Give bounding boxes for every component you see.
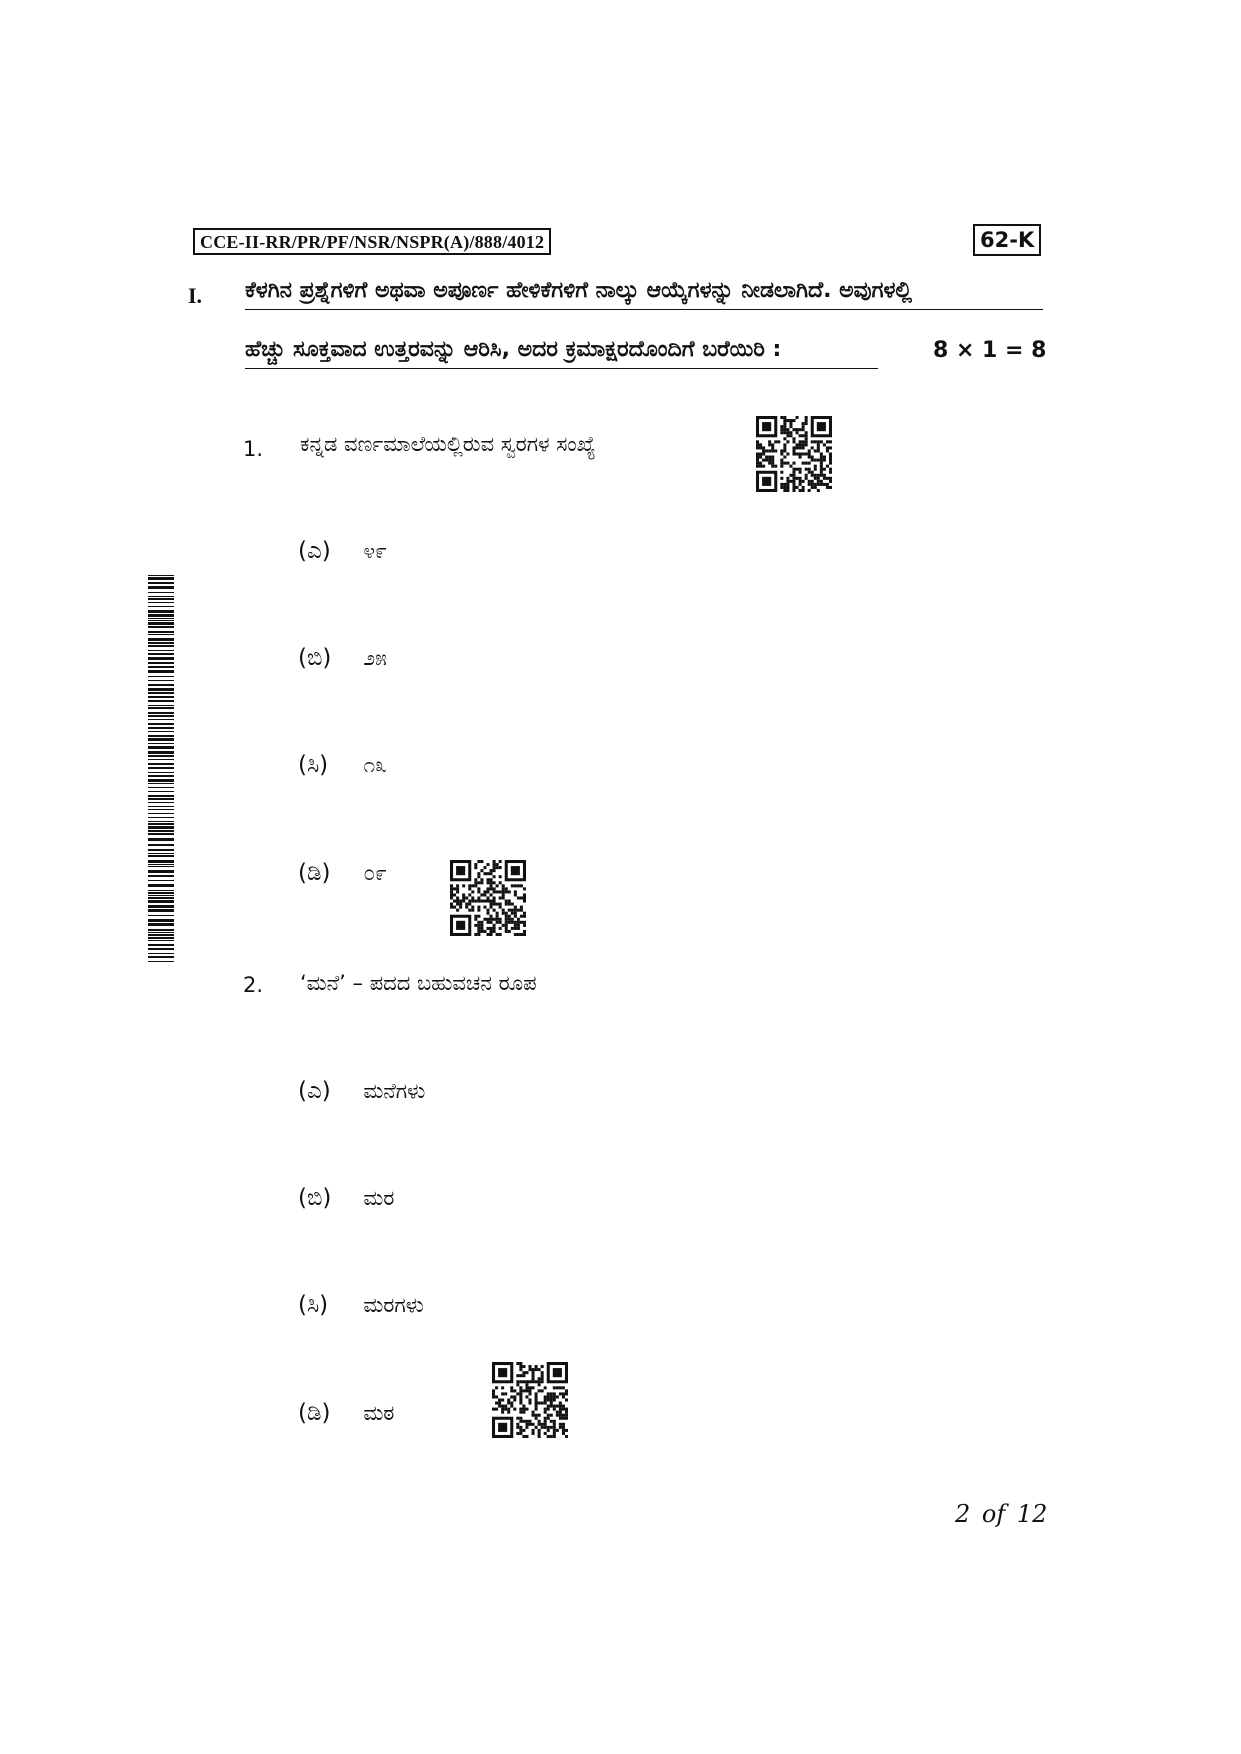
exam-code: CCE-II-RR/PR/PF/NSR/NSPR(A)/888/4012 [193,228,551,255]
option-a [298,1078,425,1104]
option-label: (ಎ) [298,1078,331,1104]
page-number: 2 of 12 [955,1500,1048,1528]
option-text: ಮರ [363,1186,395,1210]
option-label: (ಸಿ) [298,1292,329,1318]
option-a [298,538,387,564]
option-text: ೦೯ [363,861,387,885]
option-text: ೨೫ [363,646,387,670]
instruction-line-2: ಹೆಚ್ಚು ಸೂಕ್ತವಾದ ಉತ್ತರವನ್ನು ಆರಿಸಿ, ಅದರ ಕ್ರಮಾಕ್ಷರದೊಂದಿಗೆ ಬರೆಯಿರಿ : [245,337,878,369]
option-label: (ಡಿ) [298,860,331,886]
paper-code: 62-K [973,224,1041,256]
option-label: (ಡಿ) [298,1400,331,1426]
option-d [298,860,387,886]
section-number: I. [188,283,203,308]
option-label: (ಸಿ) [298,752,329,778]
option-text: ೪೯ [363,539,387,563]
option-d [298,1400,394,1426]
barcode-icon [148,575,174,963]
marks-allocation: 8 × 1 = 8 [933,338,1047,363]
option-c [298,752,387,778]
qr-code-icon [492,1362,568,1438]
option-text: ಮನೆಗಳು [363,1079,426,1103]
question-text: ಕನ್ನಡ ವರ್ಣಮಾಲೆಯಲ್ಲಿರುವ ಸ್ವರಗಳ ಸಂಖ್ಯೆ [300,432,596,456]
option-c [298,1292,424,1318]
instruction-line-1: ಕೆಳಗಿನ ಪ್ರಶ್ನೆಗಳಿಗೆ ಅಥವಾ ಅಪೂರ್ಣ ಹೇಳಿಕೆಗಳಿಗೆ ನಾಲ್ಕು ಆಯ್ಕೆಗಳನ್ನು ನೀಡಲಾಗಿದೆ. ಅವುಗಳಲ್ಲಿ [245,278,1043,310]
qr-code-icon [756,416,832,492]
question-number: 2. [243,973,264,997]
option-b [298,1185,394,1211]
option-text: ಮಠ [363,1401,395,1425]
question-number: 1. [243,437,264,461]
option-label: (ಬಿ) [298,1185,332,1211]
option-label: (ಎ) [298,538,331,564]
option-label: (ಬಿ) [298,645,332,671]
qr-code-icon [450,860,526,936]
question-text: ‘ಮನೆ’ – ಪದದ ಬಹುವಚನ ರೂಪ [300,971,537,995]
option-b [298,645,387,671]
option-text: ಮರಗಳು [363,1293,424,1317]
option-text: ೧೩ [363,753,387,777]
